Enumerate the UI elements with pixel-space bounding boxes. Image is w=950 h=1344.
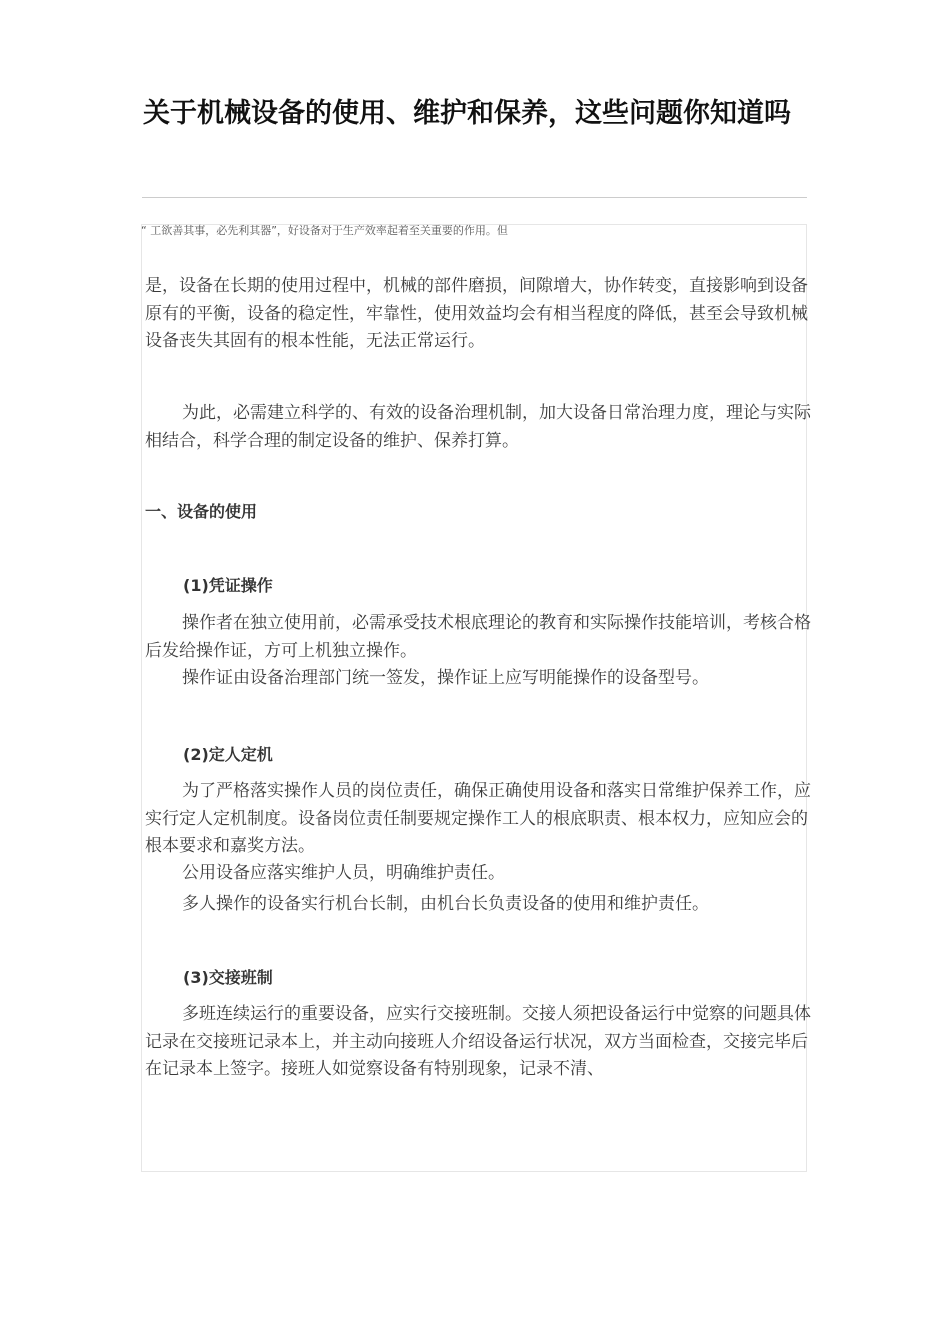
subheading-certified-operation: (1)凭证操作 [183,576,273,595]
title-divider [142,197,807,198]
section-heading-usage: 一、设备的使用 [145,502,258,521]
paragraph-training: 操作者在独立使用前，必需承受技术根底理论的教育和实际操作技能培训，考核合格后发给操作证，方可上机独立操作。 [145,613,811,661]
paragraph-responsibility: 为了严格落实操作人员的岗位责任，确保正确使用设备和落实日常维护保养工作，应实行定人定机制度。设备岗位责任制要规定操作工人的根底职责、根本权力，应知应会的根本要求和嘉奖方法。 [145,781,811,856]
paragraph-measures: 为此，必需建立科学的、有效的设备治理机制，加大设备日常治理力度，理论与实际相结合，科学合理的制定设备的维护、保养打算。 [145,403,811,451]
paragraph-machine-leader: 多人操作的设备实行机台长制，由机台长负责设备的使用和维护责任。 [182,894,709,914]
paragraph-certificate: 操作证由设备治理部门统一签发，操作证上应写明能操作的设备型号。 [182,668,709,688]
paragraph-handover: 多班连续运行的重要设备，应实行交接班制。交接人须把设备运行中觉察的问题具体记录在交接班记录本上，并主动向接班人介绍设备运行状况，双方当面检查，交接完毕后在记录本上签字。接班人如觉察设备有特别现象，记录不清、 [145,1004,811,1079]
paragraph-intro: 是，设备在长期的使用过程中，机械的部件磨损，间隙增大，协作转变，直接影响到设备原有的平衡，设备的稳定性，牢靠性，使用效益均会有相当程度的降低，甚至会导致机械设备丧失其固有的根本性能，无法正常运行。 [145,276,808,351]
lead-text: “ 工欲善其事，必先利其器”，好设备对于生产效率起着至关重要的作用。但 [141,224,508,237]
article-title: 关于机械设备的使用、维护和保养，这些问题你知道吗 [143,98,791,129]
subheading-fixed-operator: (2)定人定机 [183,745,273,764]
paragraph-public-equipment: 公用设备应落实维护人员，明确维护责任。 [182,863,505,883]
subheading-shift-handover: (3)交接班制 [183,968,273,987]
